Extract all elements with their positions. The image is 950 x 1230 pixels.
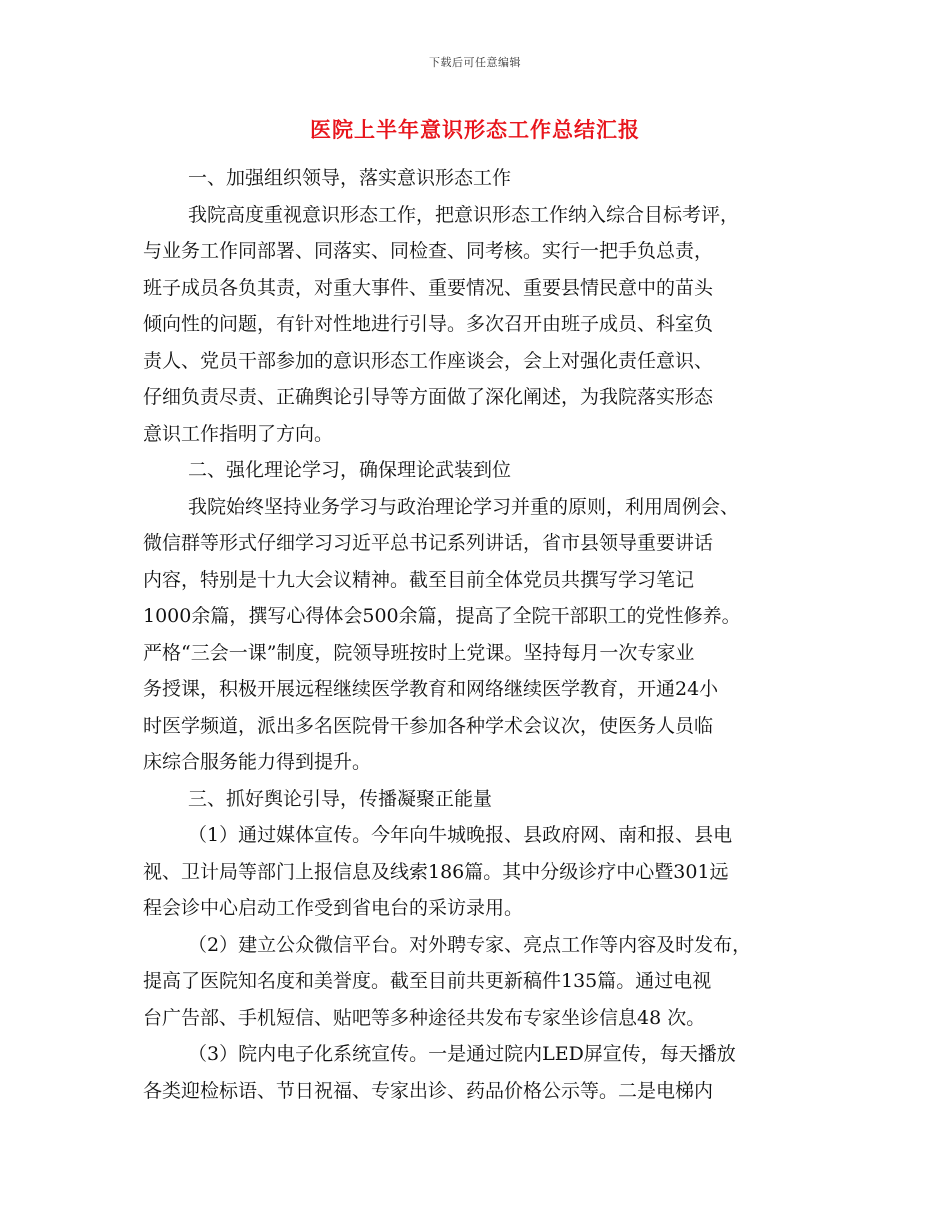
- text-line: 台广告部、手机短信、贴吧等多种途径共发布专家坐诊信息48 次。: [143, 1006, 706, 1029]
- page-header: 下载后可任意编辑: [429, 56, 521, 69]
- text-line: 微信群等形式仔细学习习近平总书记系列讲话，省市县领导重要讲话: [143, 532, 714, 554]
- text-line: 我院高度重视意识形态工作，把意识形态工作纳入综合目标考评，: [188, 203, 740, 226]
- text-line: 与业务工作同部署、同落实、同检查、同考核。实行一把手负总责，: [143, 240, 714, 262]
- section-heading: [143, 160, 823, 197]
- text-line: （1）通过媒体宣传。今年向牛城晚报、县政府网、南和报、县电: [188, 824, 733, 846]
- paragraph: [143, 1036, 823, 1109]
- text-line: 倾向性的问题，有针对性地进行引导。多次召开由班子成员、科室负: [143, 313, 714, 335]
- text-line: 严格“三会一课”制度，院领导班按时上党课。坚持每月一次专家业: [143, 641, 695, 664]
- text-line: 仔细负责尽责、正确舆论引导等方面做了深化阐述，为我院落实形态: [143, 386, 714, 408]
- document-title: 医院上半年意识形态工作总结汇报: [310, 117, 640, 142]
- text-line: 提高了医院知名度和美誉度。截至目前共更新稿件135篇。通过电视: [143, 970, 712, 992]
- text-line: 各类迎检标语、节日祝福、专家出诊、药品价格公示等。二是电梯内: [143, 1079, 714, 1102]
- text-line: 视、卫计局等部门上报信息及线索186篇。其中分级诊疗中心暨301远: [143, 860, 729, 883]
- text-line: 班子成员各负其责，对重大事件、重要情况、重要县情民意中的苗头: [143, 276, 714, 299]
- text-line: 三、抓好舆论引导，传播凝聚正能量: [188, 787, 493, 810]
- text-line: 责人、党员干部参加的意识形态工作座谈会，会上对强化责任意识、: [143, 349, 714, 372]
- text-line: 我院始终坚持业务学习与政治理论学习并重的原则，利用周例会、: [188, 495, 740, 518]
- text-line: 一、加强组织领导，落实意识形态工作: [188, 167, 512, 189]
- document-body: [143, 160, 823, 1109]
- text-line: 二、强化理论学习，确保理论武装到位: [188, 459, 512, 481]
- paragraph: [143, 197, 823, 453]
- text-line: 程会诊中心启动工作受到省电台的采访录用。: [143, 897, 524, 919]
- text-line: 1000余篇，撰写心得体会500余篇，提高了全院干部职工的党性修养。: [143, 605, 741, 627]
- paragraph: [143, 817, 823, 927]
- text-line: 内容，特别是十九大会议精神。截至目前全体党员共撰写学习笔记: [143, 568, 695, 591]
- text-line: 意识工作指明了方向。: [143, 422, 334, 445]
- paragraph: [143, 489, 823, 781]
- text-line: （2）建立公众微信平台。对外聘专家、亮点工作等内容及时发布，: [188, 933, 752, 956]
- text-line: （3）院内电子化系统宣传。一是通过院内LED屏宣传，每天播放: [188, 1043, 736, 1065]
- text-line: 时医学频道，派出多名医院骨干参加各种学术会议次，使医务人员临: [143, 714, 714, 737]
- text-line: 务授课，积极开展远程继续医学教育和网络继续医学教育，开通24小: [143, 678, 719, 700]
- text-line: 床综合服务能力得到提升。: [143, 751, 372, 773]
- paragraph: [143, 927, 823, 1037]
- section-heading: [143, 781, 823, 818]
- section-heading: [143, 452, 823, 489]
